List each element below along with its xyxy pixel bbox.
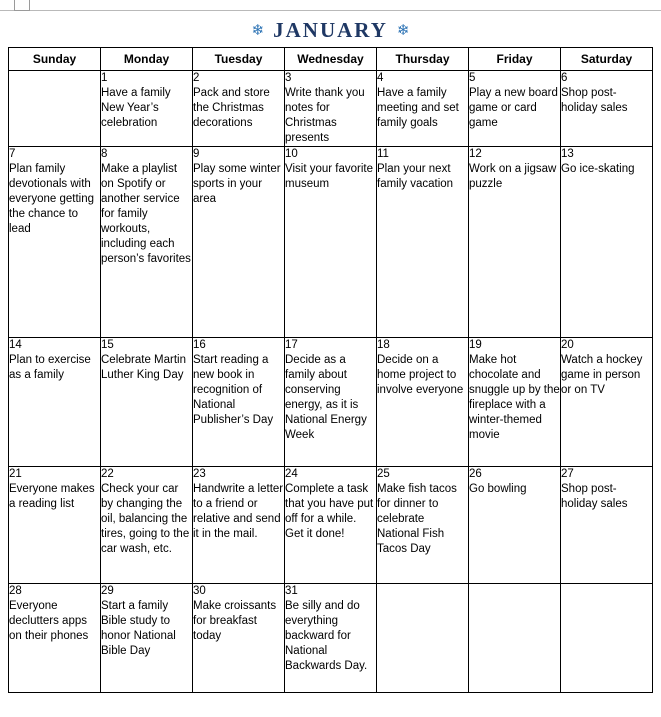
day-event-text: Play a new board game or card game: [469, 87, 558, 129]
document-body: [0, 17, 661, 693]
snowflake-left-icon: ❄: [251, 21, 265, 39]
day-number: 15: [101, 339, 114, 351]
day-number: 5: [469, 72, 476, 84]
day-event-text: Play some winter sports in your area: [193, 163, 281, 205]
calendar-day-cell: [561, 584, 653, 693]
day-number: 17: [285, 339, 298, 351]
day-number: 1: [101, 72, 108, 84]
day-event-text: Be silly and do everything backward for National Backwards Day.: [285, 600, 368, 672]
day-event-text: Have a family New Year’s celebration: [101, 87, 171, 129]
day-event-text: Make fish tacos for dinner to celebrate National Fish Tacos Day: [377, 483, 457, 555]
calendar-day-cell: [101, 584, 193, 693]
calendar-day-cell: [101, 147, 193, 338]
weekday-header-tuesday: Tuesday: [193, 48, 285, 71]
calendar-table: [8, 47, 653, 693]
day-number: 25: [377, 468, 390, 480]
page-title: JANUARY: [273, 17, 388, 42]
ruler-tab-marker: [14, 0, 30, 11]
day-event-text: Have a family meeting and set family goals: [377, 87, 459, 129]
day-number: 29: [101, 585, 114, 597]
day-number: 27: [561, 468, 574, 480]
calendar-day-cell: [377, 147, 469, 338]
day-number: 11: [377, 148, 389, 160]
calendar-day-cell: [561, 467, 653, 584]
day-number: 31: [285, 585, 298, 597]
day-number: 23: [193, 468, 206, 480]
calendar-day-cell: [193, 467, 285, 584]
calendar-day-cell: [469, 147, 561, 338]
day-event-text: Make a playlist on Spotify or another service for family workouts, including each person’s favorites: [101, 163, 191, 265]
day-event-text: Plan to exercise as a family: [9, 354, 91, 381]
calendar-day-cell: [9, 467, 101, 584]
day-event-text: Handwrite a letter to a friend or relative and send it in the mail.: [193, 483, 284, 540]
day-number: 18: [377, 339, 390, 351]
calendar-day-cell: [9, 338, 101, 467]
calendar-day-cell: [469, 467, 561, 584]
calendar-day-cell: [101, 338, 193, 467]
day-number: 13: [561, 148, 574, 160]
calendar-week-row: [9, 467, 653, 584]
day-event-text: Shop post-holiday sales: [561, 483, 628, 510]
day-number: 21: [9, 468, 22, 480]
day-event-text: Watch a hockey game in person or on TV: [561, 354, 643, 396]
day-event-text: Go bowling: [469, 483, 527, 495]
day-number: 7: [9, 148, 16, 160]
calendar-day-cell: [193, 71, 285, 147]
day-number: 9: [193, 148, 200, 160]
document-top-strip: [0, 0, 661, 11]
calendar-day-cell: [561, 147, 653, 338]
calendar-day-cell: [377, 71, 469, 147]
day-number: 28: [9, 585, 22, 597]
weekday-header-thursday: Thursday: [377, 48, 469, 71]
day-number: 8: [101, 148, 108, 160]
weekday-header-friday: Friday: [469, 48, 561, 71]
calendar-day-cell: [469, 584, 561, 693]
calendar-day-cell: [285, 147, 377, 338]
day-event-text: Start reading a new book in recognition of National Publisher’s Day: [193, 354, 274, 426]
day-number: 26: [469, 468, 482, 480]
day-number: 24: [285, 468, 298, 480]
day-event-text: Decide on a home project to involve everyone: [377, 354, 464, 396]
weekday-header-monday: Monday: [101, 48, 193, 71]
calendar-day-cell: [561, 338, 653, 467]
calendar-day-cell: [285, 584, 377, 693]
day-number: 30: [193, 585, 206, 597]
calendar-day-cell: [285, 338, 377, 467]
calendar-day-cell: [561, 71, 653, 147]
calendar-day-cell: [193, 147, 285, 338]
weekday-header-wednesday: Wednesday: [285, 48, 377, 71]
calendar-day-cell: [377, 338, 469, 467]
day-number: 4: [377, 72, 384, 84]
day-event-text: Make croissants for breakfast today: [193, 600, 277, 642]
calendar-day-cell: [469, 71, 561, 147]
day-event-text: Make hot chocolate and snuggle up by the fireplace with a winter-themed movie: [469, 354, 560, 441]
snowflake-right-icon: ❄: [396, 21, 410, 39]
day-number: 10: [285, 148, 298, 160]
day-event-text: Visit your favorite museum: [285, 163, 373, 190]
day-event-text: Celebrate Martin Luther King Day: [101, 354, 187, 381]
day-number: 6: [561, 72, 568, 84]
day-number: 22: [101, 468, 114, 480]
calendar-week-row: [9, 71, 653, 147]
day-event-text: Pack and store the Christmas decorations: [193, 87, 270, 129]
day-event-text: Everyone declutters apps on their phones: [9, 600, 89, 642]
day-number: 19: [469, 339, 482, 351]
weekday-header-sunday: Sunday: [9, 48, 101, 71]
day-event-text: Everyone makes a reading list: [9, 483, 95, 510]
day-event-text: Start a family Bible study to honor National Bible Day: [101, 600, 176, 657]
day-event-text: Go ice-skating: [561, 163, 635, 175]
day-event-text: Check your car by changing the oil, balancing the tires, going to the car wash, etc.: [101, 483, 190, 555]
day-event-text: Complete a task that you have put off for a while. Get it done!: [285, 483, 374, 540]
calendar-day-cell: [193, 584, 285, 693]
day-event-text: Plan family devotionals with everyone getting the chance to lead: [9, 163, 95, 235]
calendar-week-row: [9, 338, 653, 467]
calendar-week-row: [9, 147, 653, 338]
calendar-day-cell: [193, 338, 285, 467]
day-number: 20: [561, 339, 574, 351]
calendar-day-cell: [101, 71, 193, 147]
day-event-text: Shop post-holiday sales: [561, 87, 628, 114]
calendar-day-cell: [285, 71, 377, 147]
calendar-day-cell: [9, 584, 101, 693]
day-number: 14: [9, 339, 22, 351]
day-event-text: Work on a jigsaw puzzle: [469, 163, 557, 190]
day-event-text: Decide as a family about conserving energy, as it is National Energy Week: [285, 354, 367, 441]
calendar-day-cell: [377, 467, 469, 584]
day-number: 2: [193, 72, 200, 84]
calendar-title-bar: [8, 17, 653, 43]
day-event-text: Plan your next family vacation: [377, 163, 454, 190]
calendar-day-cell: [469, 338, 561, 467]
weekday-header-saturday: Saturday: [561, 48, 653, 71]
day-event-text: Write thank you notes for Christmas presents: [285, 87, 365, 144]
calendar-day-cell: [285, 467, 377, 584]
day-number: 16: [193, 339, 206, 351]
calendar-day-cell: [9, 71, 101, 147]
calendar-day-cell: [101, 467, 193, 584]
calendar-day-cell: [377, 584, 469, 693]
calendar-day-cell: [9, 147, 101, 338]
calendar-week-row: [9, 584, 653, 693]
day-number: 3: [285, 72, 292, 84]
day-number: 12: [469, 148, 482, 160]
weekday-header-row: [9, 48, 653, 71]
